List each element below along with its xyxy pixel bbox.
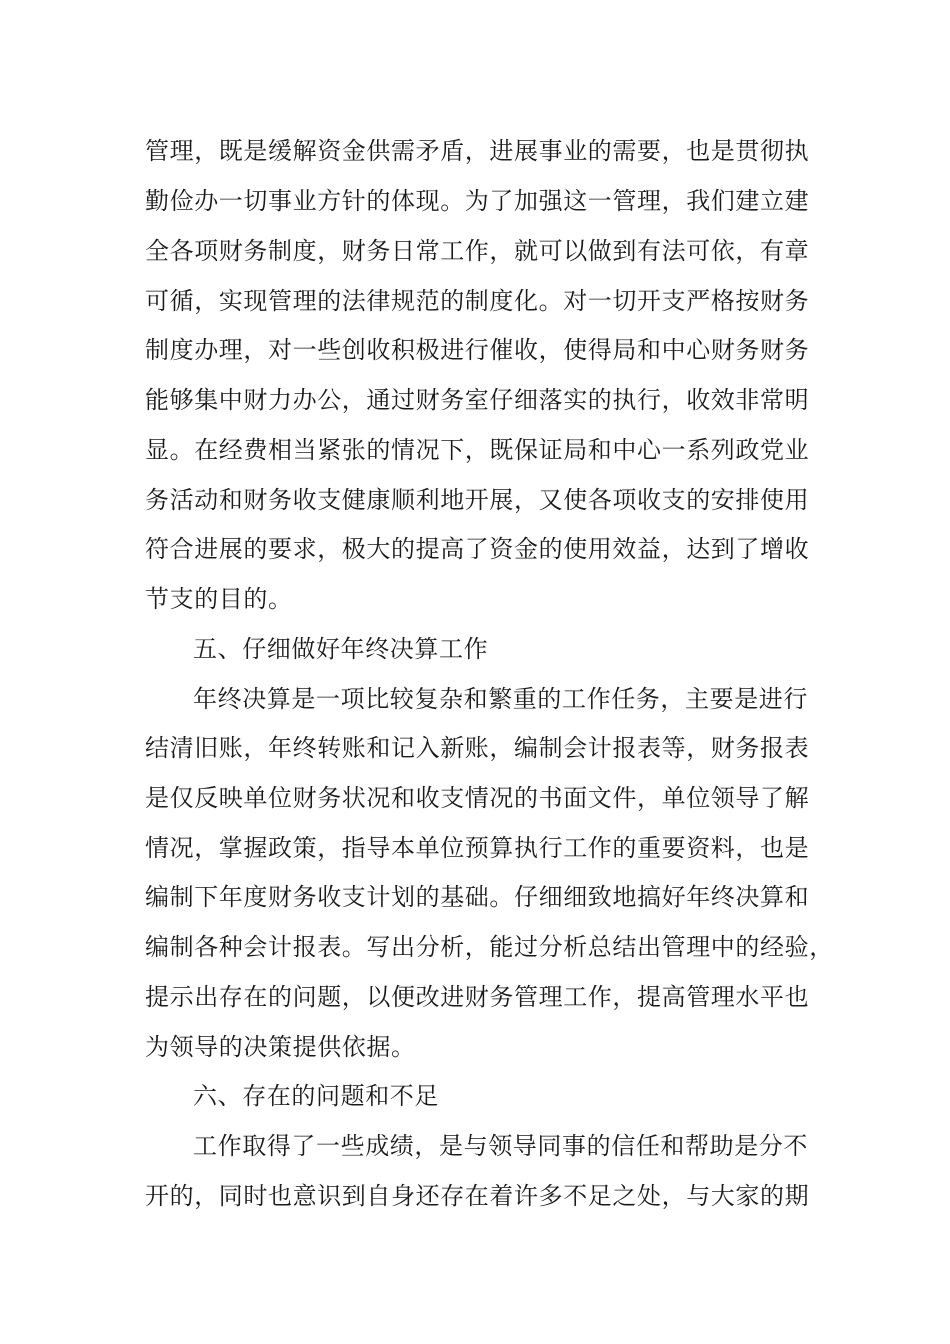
paragraph-line: 编制各种会计报表。写出分析，能过分析总结出管理中的经验， <box>145 933 834 961</box>
section-heading: 六、存在的问题和不足 <box>193 1082 439 1110</box>
section-heading: 五、仔细做好年终决算工作 <box>193 635 489 663</box>
paragraph-line: 是仅反映单位财务状况和收支情况的书面文件，单位领导了解 <box>145 784 810 812</box>
paragraph-line: 能够集中财力办公，通过财务室仔细落实的执行，收效非常明 <box>145 386 810 414</box>
paragraph-line: 符合进展的要求，极大的提高了资金的使用效益，达到了增收 <box>145 535 810 563</box>
paragraph-line: 显。在经费相当紧张的情况下，既保证局和中心一系列政党业 <box>145 436 810 464</box>
paragraph-line: 工作取得了一些成绩，是与领导同事的信任和帮助是分不 <box>193 1132 808 1160</box>
paragraph-line: 勤俭办一切事业方针的体现。为了加强这一管理，我们建立建 <box>145 187 810 215</box>
paragraph-line: 提示出存在的问题，以便改进财务管理工作，提高管理水平也 <box>145 983 810 1011</box>
paragraph-line: 为领导的决策提供依据。 <box>145 1033 416 1061</box>
paragraph-line: 结清旧账，年终转账和记入新账，编制会计报表等，财务报表 <box>145 734 810 762</box>
paragraph-line: 编制下年度财务收支计划的基础。仔细细致地搞好年终决算和 <box>145 883 810 911</box>
paragraph-line: 制度办理，对一些创收积极进行催收，使得局和中心财务财务 <box>145 336 810 364</box>
paragraph-line: 全各项财务制度，财务日常工作，就可以做到有法可依，有章 <box>145 237 810 265</box>
paragraph-line: 情况，掌握政策，指导本单位预算执行工作的重要资料，也是 <box>145 834 810 862</box>
paragraph-line: 节支的目的。 <box>145 585 293 613</box>
paragraph-line: 开的，同时也意识到自身还存在着许多不足之处，与大家的期 <box>145 1182 810 1210</box>
paragraph-line: 年终决算是一项比较复杂和繁重的工作任务，主要是进行 <box>193 685 808 713</box>
paragraph-line: 可循，实现管理的法律规范的制度化。对一切开支严格按财务 <box>145 287 810 315</box>
paragraph-line: 管理，既是缓解资金供需矛盾，进展事业的需要，也是贯彻执 <box>145 137 810 165</box>
paragraph-line: 务活动和财务收支健康顺利地开展，又使各项收支的安排使用 <box>145 486 810 514</box>
